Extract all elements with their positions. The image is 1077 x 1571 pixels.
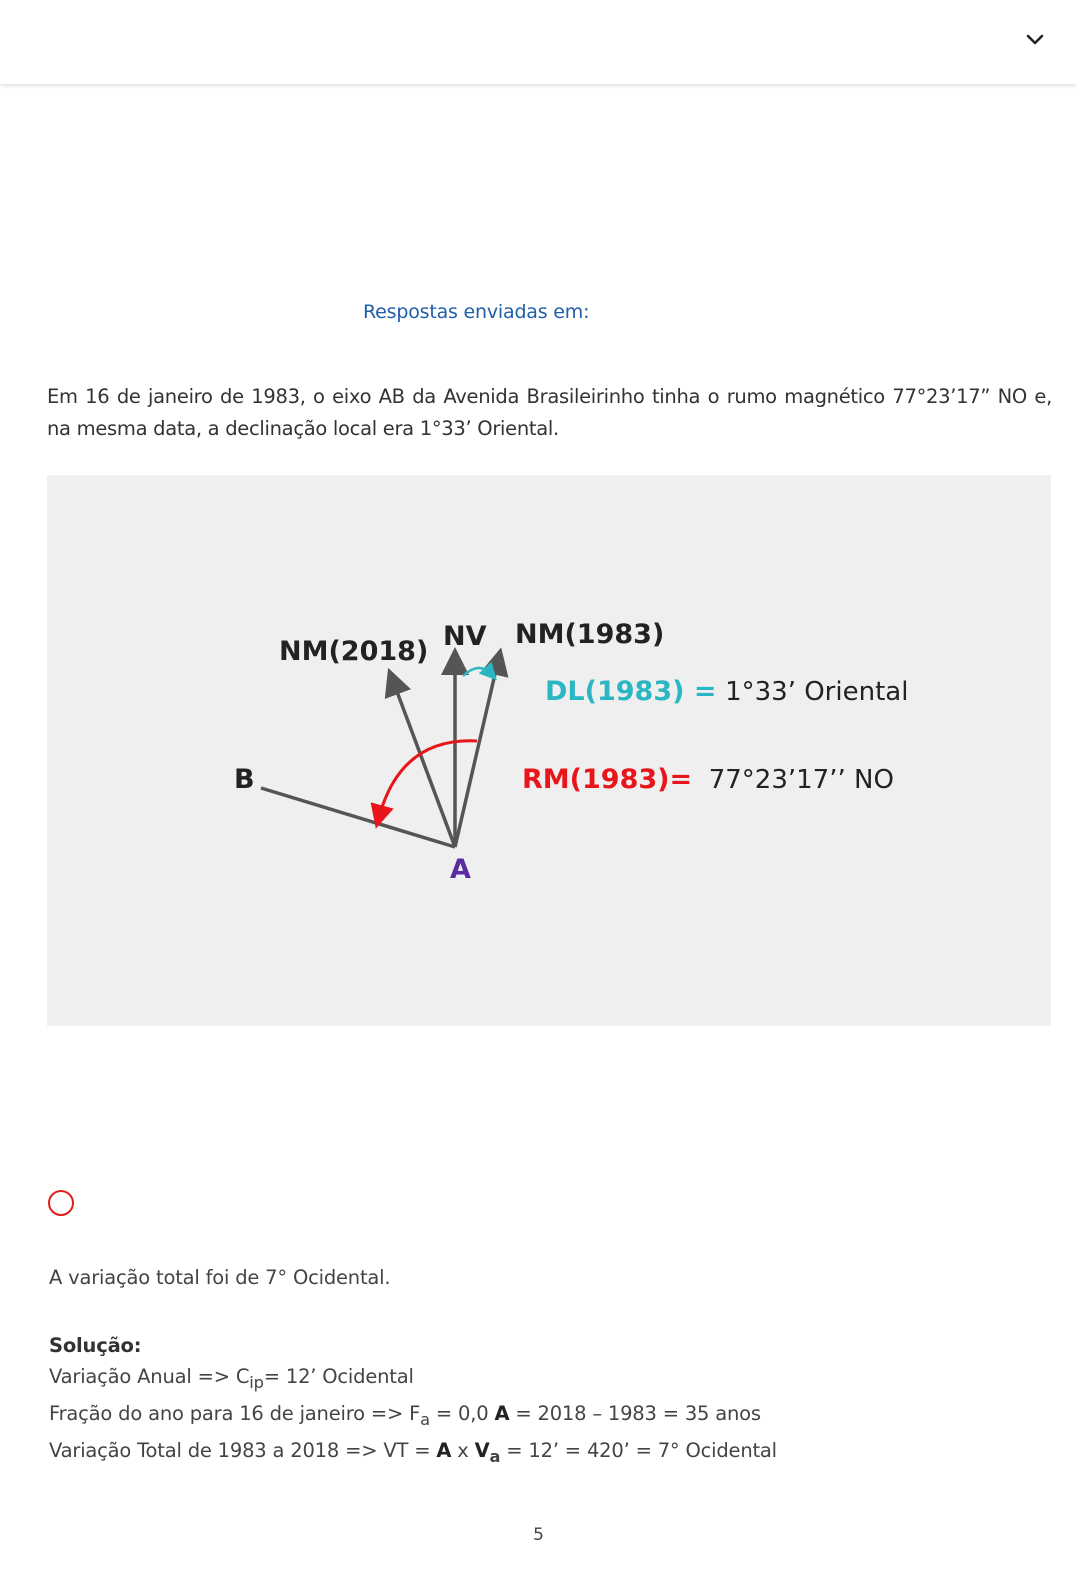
arrow-nm1983 xyxy=(455,661,498,847)
solution-block xyxy=(49,1330,777,1472)
dl-key: DL(1983) = xyxy=(545,676,717,707)
label-nm2018: NM(2018) xyxy=(279,636,429,667)
arc-dl xyxy=(463,668,491,676)
question-text xyxy=(47,381,1052,445)
solution-line-1: Variação Anual => $C_{ip}= 12$’ Ocidental xyxy=(49,1365,414,1392)
top-bar xyxy=(0,0,1077,84)
radio-circle-icon[interactable] xyxy=(48,1190,74,1216)
rm-key: RM(1983)= xyxy=(522,764,693,795)
question-line-2: mesma data, a declinação local era 1°33’ Oriental. xyxy=(76,417,559,440)
diagram-figure xyxy=(47,475,1051,1026)
answer-text: A variação total foi de 7° Ocidental. xyxy=(49,1266,391,1289)
line-ab xyxy=(261,788,455,847)
page-number: 5 xyxy=(533,1525,544,1545)
label-nm1983: NM(1983) xyxy=(515,619,665,650)
rm-value: 77°23’17’’ NO xyxy=(708,765,894,795)
arrow-nm2018 xyxy=(393,681,455,847)
rm-formula xyxy=(522,764,894,795)
label-nv: NV xyxy=(443,621,487,652)
bearing-diagram xyxy=(47,475,1051,1026)
dl-formula xyxy=(545,676,908,707)
solution-heading: Solução: xyxy=(49,1334,142,1357)
label-b: B xyxy=(234,764,255,795)
solution-line-2: Fração do ano para 16 de janeiro => $F_a = 0,0$ A = 2018 – 1983 = 35 anos xyxy=(49,1401,761,1429)
solution-line-3: Variação Total de 1983 a 2018 => VT = A x $V_a = 12$’ = 420’ = 7° Ocidental xyxy=(49,1438,777,1466)
sent-label: Respostas enviadas em: xyxy=(363,301,590,323)
question-line-1: Em 16 de janeiro de 1983, o eixo AB da Avenida Brasileirinho tinha o rumo magnético 77°23’17” NO e, na xyxy=(47,385,1052,440)
dl-value: 1°33’ Oriental xyxy=(725,677,909,707)
label-a: A xyxy=(450,854,471,885)
chevron-down-icon[interactable] xyxy=(1023,28,1047,52)
